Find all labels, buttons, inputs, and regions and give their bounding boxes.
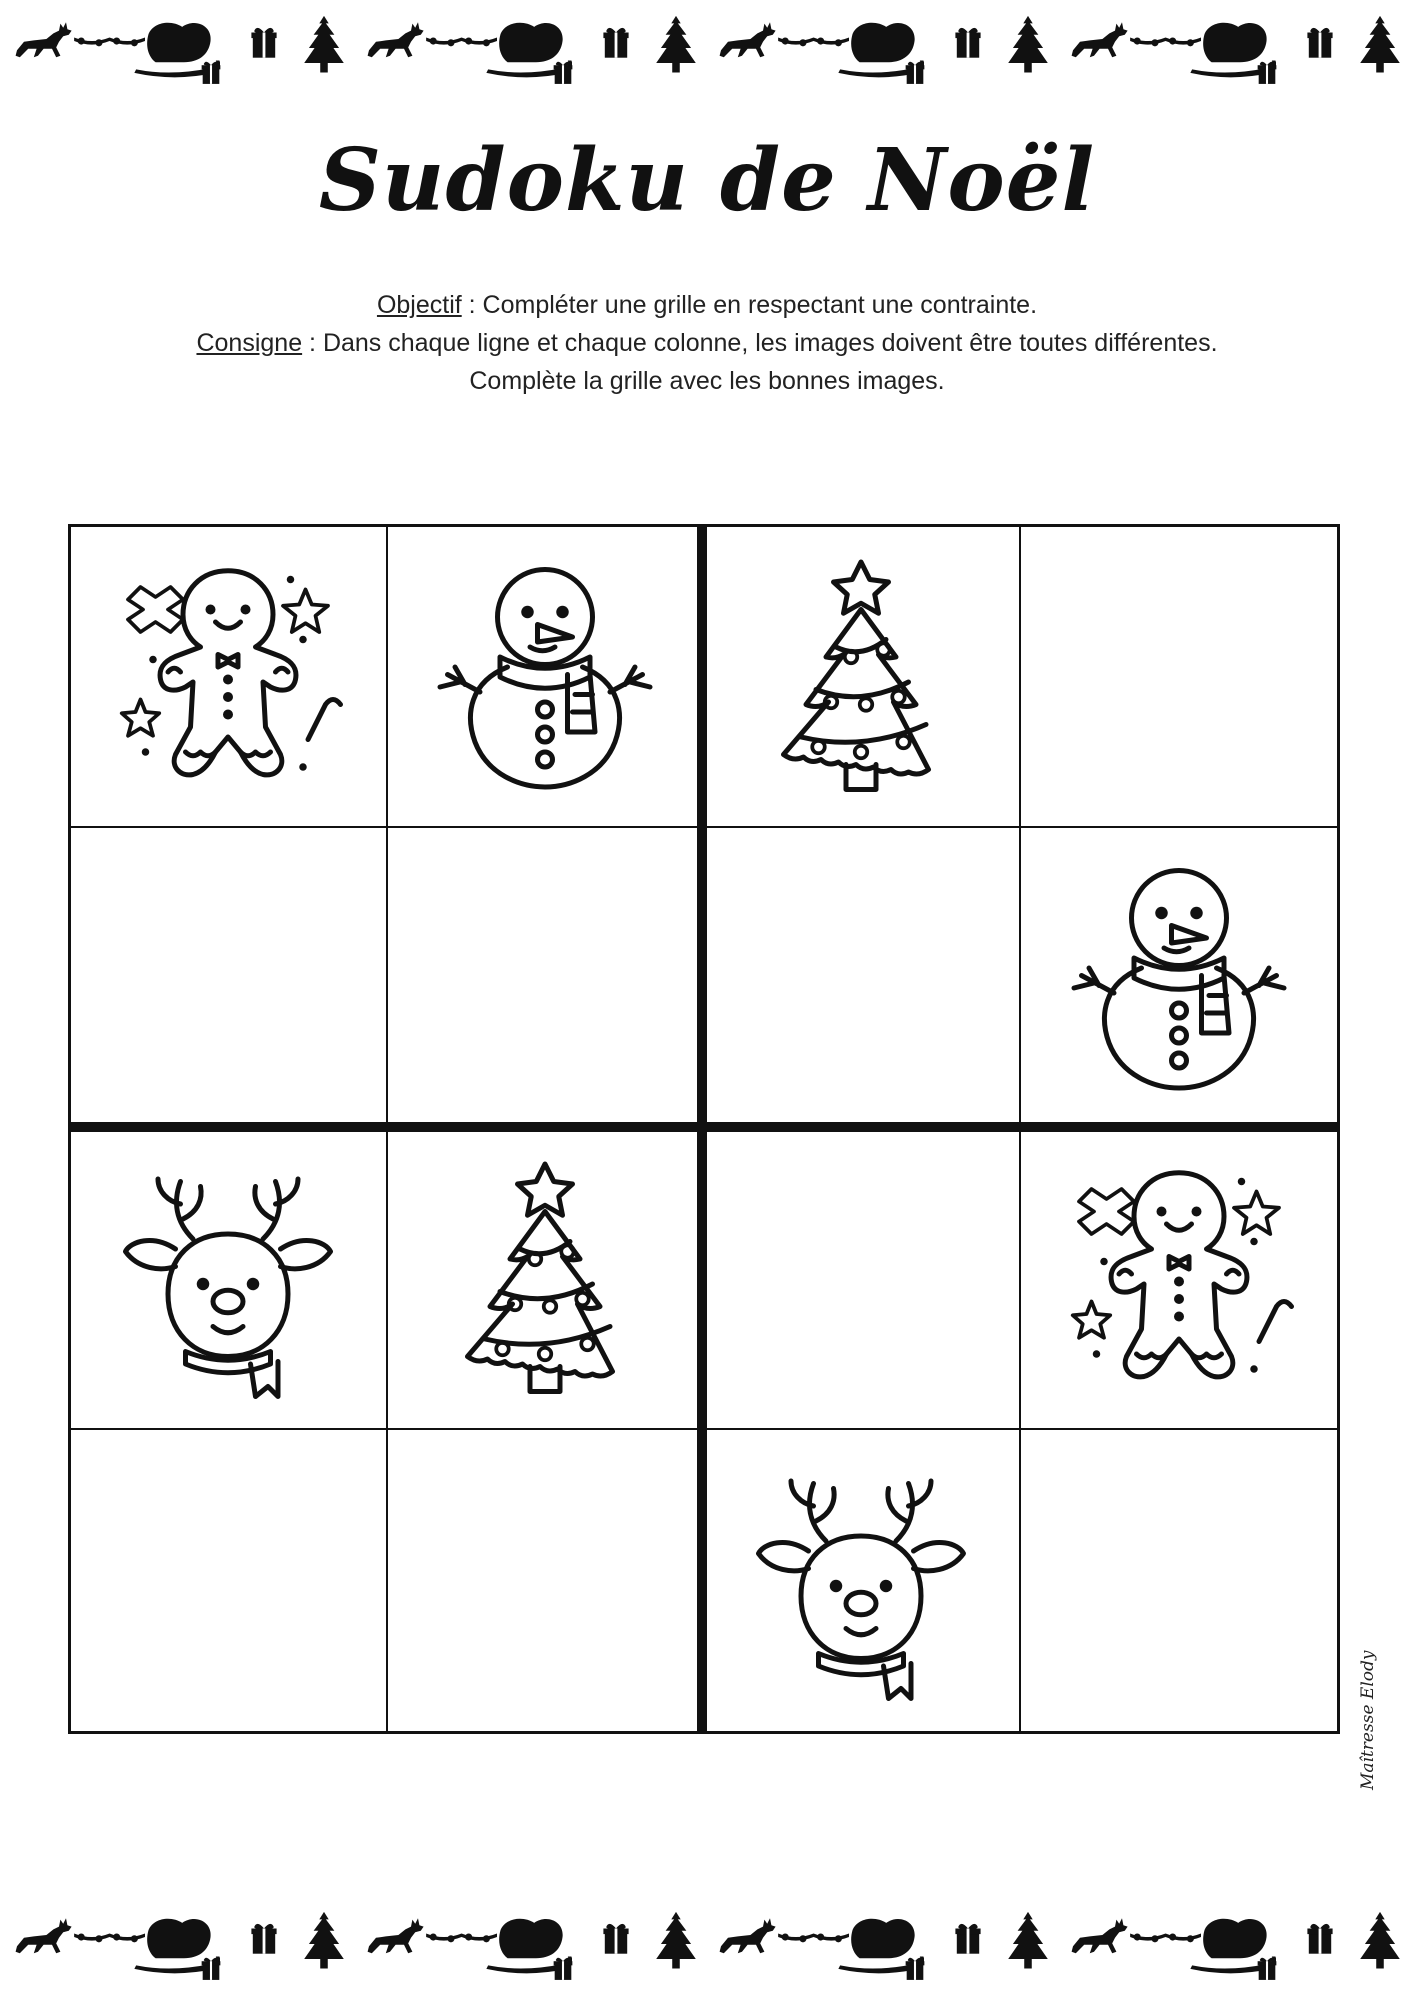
grid-cell: [71, 1129, 388, 1430]
grid-cell: [388, 527, 705, 828]
reindeer-icon: [736, 1456, 986, 1706]
instruction-line: [0, 324, 1414, 362]
objective-label: Objectif: [376, 291, 462, 319]
grid-cell: [388, 1129, 705, 1430]
complete-line: Complète la grille avec les bonnes images.: [469, 367, 945, 395]
empty-cell[interactable]: [1021, 527, 1338, 828]
grid-cell: [704, 527, 1021, 828]
empty-cell[interactable]: [704, 1129, 1021, 1430]
top-decorative-border: [0, 4, 1414, 84]
instruction-text: : Dans chaque ligne et chaque colonne, les images doivent être toutes différentes.: [302, 329, 1218, 357]
gingerbread-icon: [103, 552, 353, 802]
border-pattern-4: [1072, 16, 1400, 84]
instruction-label: Consigne: [196, 329, 303, 357]
bottom-decorative-border: [0, 1900, 1414, 1980]
objective-text: : Compléter une grille en respectant une contrainte.: [461, 291, 1038, 319]
empty-cell[interactable]: [388, 828, 705, 1129]
author-signature: Maîtresse Elody: [1358, 1650, 1378, 1790]
gingerbread-icon: [1054, 1154, 1304, 1404]
border-pattern-3: [720, 1912, 1048, 1980]
grid-cell: [1021, 828, 1338, 1129]
grid-cell: [704, 1430, 1021, 1731]
empty-cell[interactable]: [71, 828, 388, 1129]
empty-cell[interactable]: [388, 1430, 705, 1731]
grid-divider-horizontal: [68, 1122, 1340, 1132]
page-title: Sudoku de Noël: [318, 130, 1096, 231]
snowman-icon: [420, 552, 670, 802]
snowman-icon: [1054, 853, 1304, 1103]
empty-cell[interactable]: [71, 1430, 388, 1731]
empty-cell[interactable]: [704, 828, 1021, 1129]
border-pattern-2: [368, 1912, 696, 1980]
christmas-tree-icon: [420, 1154, 670, 1404]
border-pattern-3: [720, 16, 1048, 84]
objective-line: [0, 286, 1414, 324]
border-pattern-1: [16, 1912, 344, 1980]
border-pattern-1: [16, 16, 344, 84]
reindeer-icon: [103, 1154, 353, 1404]
instructions: [0, 286, 1414, 400]
empty-cell[interactable]: [1021, 1430, 1338, 1731]
border-pattern-2: [368, 16, 696, 84]
border-pattern-4: [1072, 1912, 1400, 1980]
christmas-tree-icon: [736, 552, 986, 802]
grid-cell: [71, 527, 388, 828]
grid-cell: [1021, 1129, 1338, 1430]
